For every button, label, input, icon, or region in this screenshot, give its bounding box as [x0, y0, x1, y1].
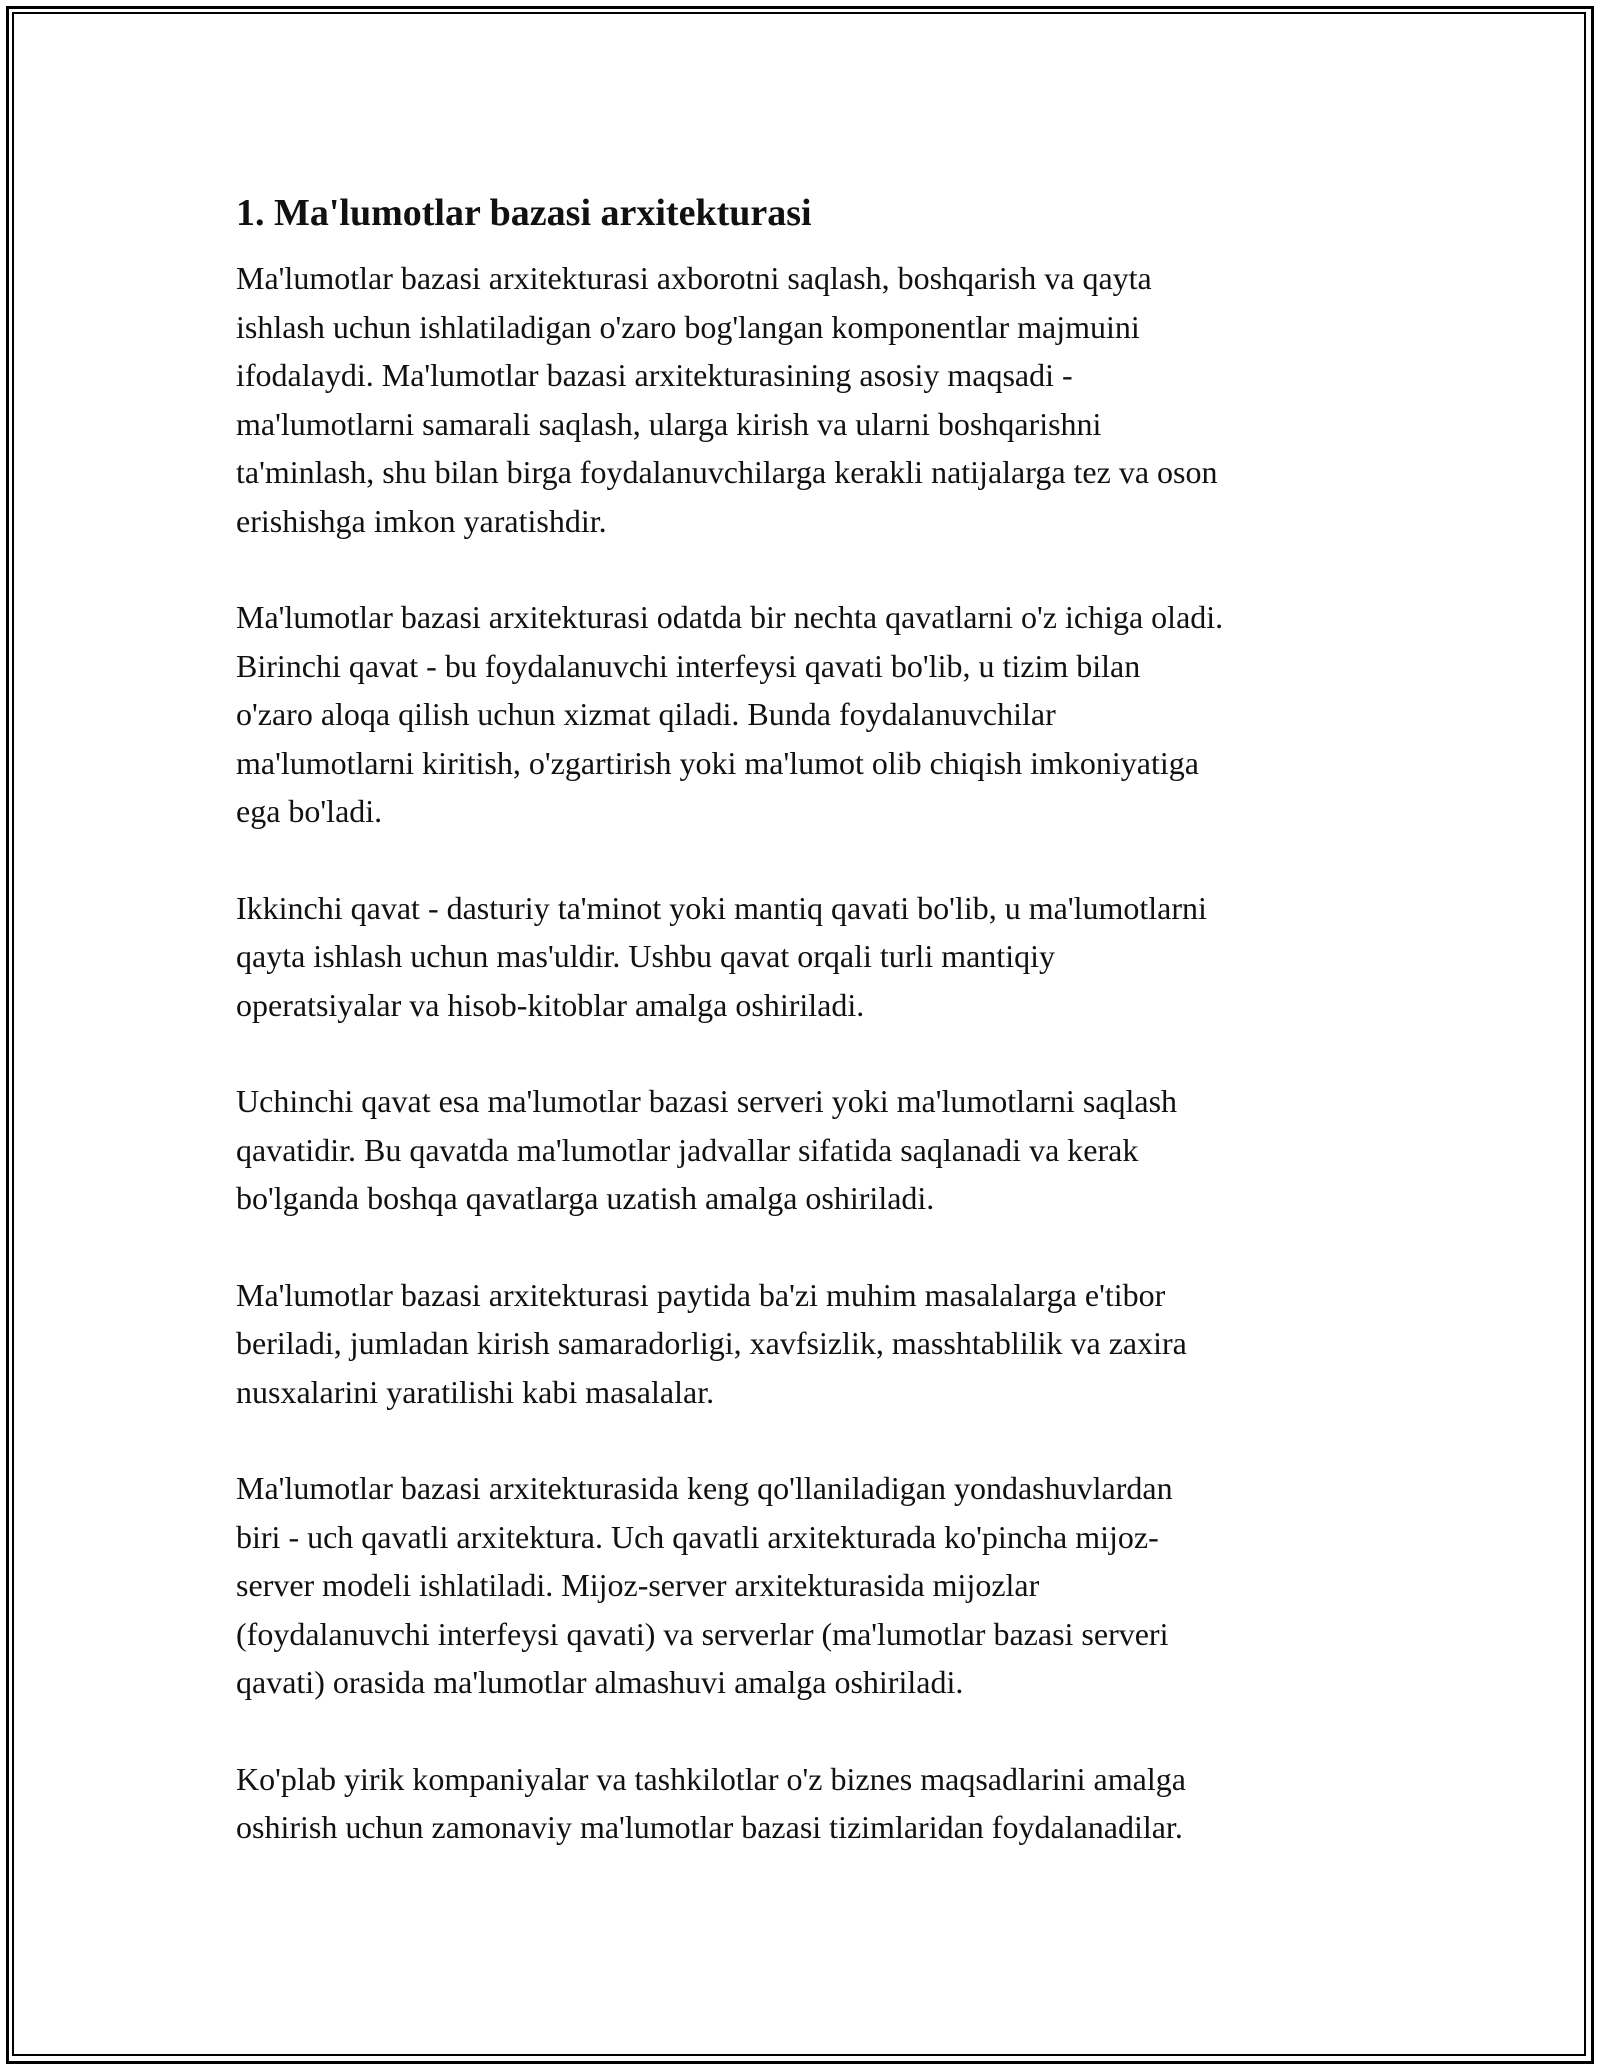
- text-line: o'zaro aloqa qilish uchun xizmat qiladi. Bunda foydalanuvchilar: [236, 696, 1056, 732]
- text-line: nusxalarini yaratilishi kabi masalalar.: [236, 1373, 715, 1410]
- paragraph-second-layer: [236, 884, 1386, 1030]
- text-line: Ma'lumotlar bazasi arxitekturasi odatda bir nechta qavatlarni o'z ichiga oladi.: [236, 599, 1224, 635]
- text-line: beriladi, jumladan kirish samaradorligi, xavfsizlik, masshtablilik va zaxira: [236, 1325, 1187, 1361]
- section-heading: 1. Ma'lumotlar bazasi arxitekturasi: [236, 192, 812, 234]
- text-line: Ko'plab yirik kompaniyalar va tashkilotlar o'z biznes maqsadlarini amalga: [236, 1760, 1186, 1797]
- text-line: oshirish uchun zamonaviy ma'lumotlar bazasi tizimlaridan foydalanadilar.: [236, 1809, 1183, 1845]
- text-line: Ma'lumotlar bazasi arxitekturasi axborotni saqlash, boshqarish va qayta: [236, 260, 1152, 296]
- text-line: Uchinchi qavat esa ma'lumotlar bazasi serveri yoki ma'lumotlarni saqlash: [236, 1083, 1178, 1119]
- text-line: bo'lganda boshqa qavatlarga uzatish amalga oshiriladi.: [236, 1180, 935, 1216]
- document-body: [236, 186, 1386, 1900]
- text-line: ifodalaydi. Ma'lumotlar bazasi arxitekturasining asosiy maqsadi -: [236, 357, 1073, 393]
- text-line: ma'lumotlarni kiritish, o'zgartirish yoki ma'lumot olib chiqish imkoniyatiga: [236, 744, 1199, 781]
- paragraph-layers: [236, 593, 1386, 836]
- text-line: (foydalanuvchi interfeysi qavati) va serverlar (ma'lumotlar bazasi serveri: [236, 1615, 1169, 1652]
- paragraph-intro: [236, 254, 1386, 545]
- text-line: Birinchi qavat - bu foydalanuvchi interfeysi qavati bo'lib, u tizim bilan: [236, 647, 1141, 684]
- text-line: qavatidir. Bu qavatda ma'lumotlar jadvallar sifatida saqlanadi va kerak: [236, 1131, 1139, 1168]
- paragraph-conclusion: [236, 1755, 1386, 1852]
- text-line: qavati) orasida ma'lumotlar almashuvi amalga oshiriladi.: [236, 1664, 964, 1700]
- paragraph-concerns: [236, 1271, 1386, 1417]
- paragraph-three-tier: [236, 1464, 1386, 1707]
- text-line: server modeli ishlatiladi. Mijoz-server arxitekturasida mijozlar: [236, 1567, 1040, 1603]
- text-line: ta'minlash, shu bilan birga foydalanuvchilarga kerakli natijalarga tez va oson: [236, 454, 1218, 490]
- text-line: ma'lumotlarni samarali saqlash, ularga kirish va ularni boshqarishni: [236, 405, 1102, 442]
- text-line: Ma'lumotlar bazasi arxitekturasi paytida ba'zi muhim masalalarga e'tibor: [236, 1276, 1166, 1313]
- text-line: biri - uch qavatli arxitektura. Uch qavatli arxitekturada ko'pincha mijoz-: [236, 1518, 1159, 1555]
- text-line: operatsiyalar va hisob-kitoblar amalga oshiriladi.: [236, 986, 865, 1023]
- text-line: ega bo'ladi.: [236, 793, 383, 829]
- text-line: ishlash uchun ishlatiladigan o'zaro bog'langan komponentlar majmuini: [236, 308, 1140, 345]
- text-line: Ma'lumotlar bazasi arxitekturasida keng qo'llaniladigan yondashuvlardan: [236, 1470, 1173, 1506]
- text-line: Ikkinchi qavat - dasturiy ta'minot yoki mantiq qavati bo'lib, u ma'lumotlarni: [236, 889, 1207, 926]
- text-line: erishishga imkon yaratishdir.: [236, 502, 607, 539]
- paragraph-third-layer: [236, 1077, 1386, 1223]
- text-line: qayta ishlash uchun mas'uldir. Ushbu qavat orqali turli mantiqiy: [236, 938, 1055, 974]
